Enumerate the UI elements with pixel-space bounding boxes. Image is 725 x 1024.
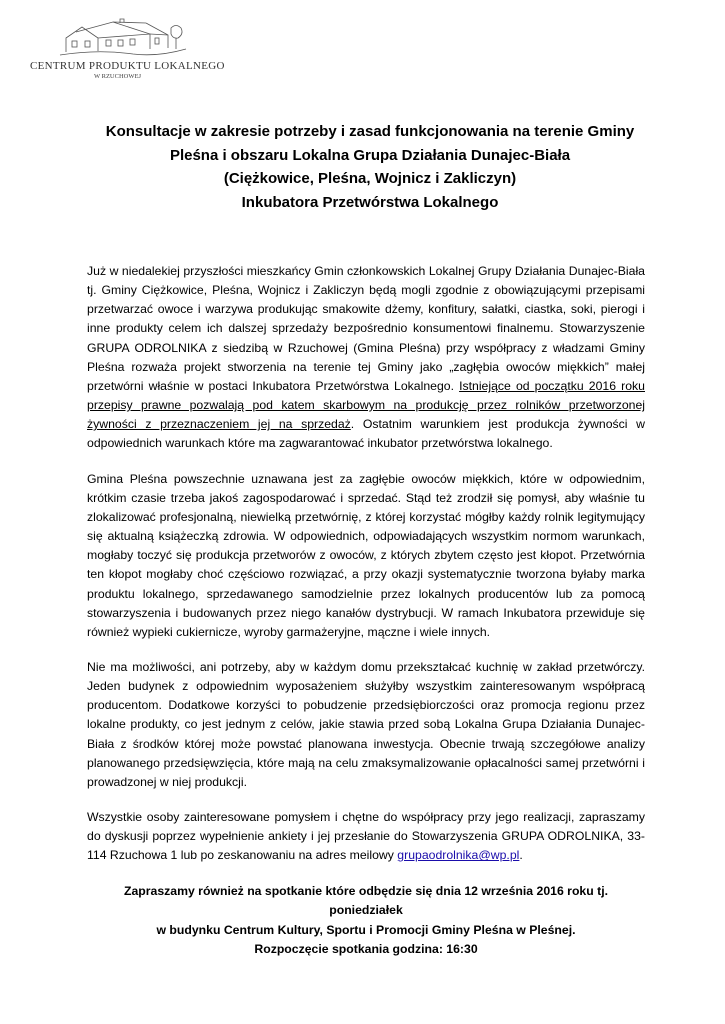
paragraph-contact-tail: . (519, 848, 523, 863)
invitation-line-2: w budynku Centrum Kultury, Sportu i Promocji Gminy Pleśna w Pleśnej. (156, 922, 576, 937)
title-line-3: (Ciężkowice, Pleśna, Wojnicz i Zakliczyn) (223, 170, 517, 187)
paragraph-intro-underlined: Istniejące od początku 2016 roku przepisy prawne pozwalają pod katem skarbowym na produkcję przez rolników przetworzonej żywności z przeznaczeniem jej na sprzedaż (87, 378, 645, 432)
logo (30, 18, 225, 80)
paragraph-intro (87, 262, 645, 454)
title-line-4: Inkubatora Przetwórstwa Lokalnego (241, 193, 499, 211)
document-body (87, 262, 645, 960)
paragraph-contact (87, 808, 645, 865)
logo-location: W RZUCHOWEJ (93, 73, 141, 80)
logo-name: CENTRUM PRODUKTU LOKALNEGO (30, 60, 225, 72)
title-line-1: Konsultacje w zakresie potrzeby i zasad funkcjonowania na terenie Gminy (105, 123, 635, 140)
invitation-line-1: Zapraszamy również na spotkanie które odbędzie się dnia 12 września 2016 roku tj. poniedziałek (123, 883, 609, 918)
email-link[interactable]: grupaodrolnika@wp.pl (397, 848, 520, 863)
meeting-invitation (87, 882, 645, 960)
paragraph-intro-text: Już w niedalekiej przyszłości mieszkańcy Gmin członkowskich Lokalnej Grupy Działania Dunajec-Biała tj. Gminy Ciężkowice, Pleśna, Wojnicz i Zakliczyn będą mogli zgodnie z obowiązującymi przepisami przetwarzać owoce i warzywa produkując smakowite dżemy, konfitury, sałatki, ciastka, soki, pierogi i inne produkty celem ich dalszej sprzedaży bezpośrednio konsumentowi finalnemu. Stowarzyszenie GRUPA ODROLNIKA z siedzibą w Rzuchowej (Gmina Pleśna) przy współpracy z władzami Gminy Pleśna rozważa projekt stworzenia na terenie tej Gminy jako „zagłębia owoców miękkich” małej przetwórni właśnie w postaci Inkubatora Przetwórstwa Lokalnego. (87, 264, 645, 393)
paragraph-benefits: Nie ma możliwości, ani potrzeby, aby w każdym domu przekształcać kuchnię w zakład przetwórczy. Jeden budynek z odpowiednim wyposażeniem służyłby wszystkim zainteresowanym współpracą producentom. Dodatkowe korzyści to pobudzenie przedsiębiorczości oraz promocja regionu przez lokalne produkty, co jest jednym z celów, jakie stawia przed sobą Lokalna Grupa Działania Dunajec-Biała z środków której może powstać planowana inwestycja. Obecnie trwają szczegółowe analizy planowanego przedsięwzięcia, które mają na celu zmaksymalizowanie opłacalności samej przetwórni i prowadzonej w niej produkcji. (87, 659, 645, 789)
paragraph-soft-fruits: Gmina Pleśna powszechnie uznawana jest za zagłębie owoców miękkich, które w odpowiednim, krótkim czasie trzeba jakoś zagospodarować i sprzedać. Stąd też zrodził się pomysł, aby właśnie tu zlokalizować profesjonalną, niewielką przetwórnię, z której korzystać mógłby każdy rolnik legitymujący się aktualną książeczką zdrowia. W odpowiednich, odpowiadających wszystkim normom warunkach, mogłaby toczyć się produkcja przetworów z owoców, z których zbytem często jest kłopot. Przetwórnia ten kłopot mogłaby choć częściowo rozwiązać, a przy okazji systematycznie tworzona byłaby marka produktu lokalnego, sprzedawanego samodzielnie przez lokalnych producentów lub za pomocą stowarzyszenia i budowanych przez niego kanałów dystrybucji. W ramach Inkubatora przewiduje się również wypieki cukiernicze, wyroby garmażeryjne, mączne i wiele innych. (87, 471, 645, 639)
page-title (70, 120, 670, 214)
invitation-line-3: Rozpoczęcie spotkania godzina: 16:30 (254, 942, 478, 957)
paragraph-contact-text: Wszystkie osoby zainteresowane pomysłem i chętne do współpracy przy jego realizacji, zapraszamy do dyskusji poprzez wypełnienie ankiety i jej przesłanie do Stowarzyszenia GRUPA ODROLNIKA, 33-114 Rzuchowa 1 lub po zeskanowaniu na adres meilowy (87, 810, 645, 863)
paragraph-intro-tail: . Ostatnim warunkiem jest produkcja żywności w odpowiednich warunkach które ma zagwarantować inkubator przetwórstwa lokalnego. (87, 417, 645, 451)
house-logo-icon (58, 18, 188, 58)
title-line-2: Pleśna i obszaru Lokalna Grupa Działania Dunajec-Biała (169, 146, 571, 164)
